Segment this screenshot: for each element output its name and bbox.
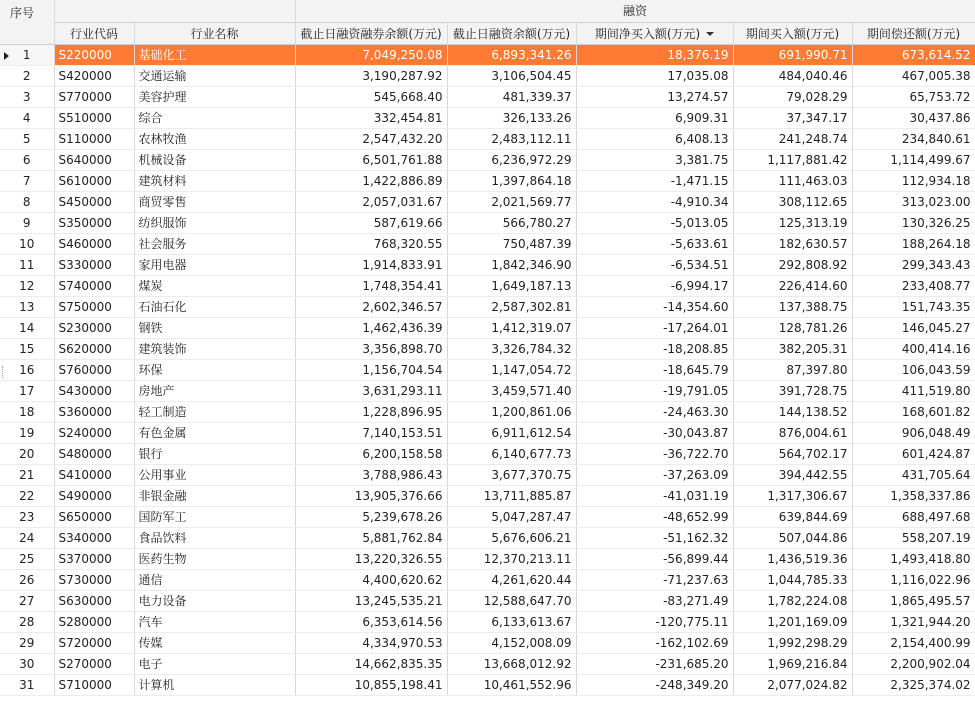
row-margin-balance: 545,668.40 [295, 86, 447, 107]
row-repay: 558,207.19 [852, 527, 975, 548]
row-net-buy: -162,102.69 [576, 632, 733, 653]
splitter-handle[interactable] [2, 366, 5, 378]
row-buy: 1,969,216.84 [733, 653, 852, 674]
row-seq-label: 1 [22, 47, 31, 62]
row-industry-code: S330000 [54, 254, 134, 275]
row-seq: 14 [0, 317, 54, 338]
table-row[interactable] [0, 296, 975, 317]
row-industry-code: S410000 [54, 464, 134, 485]
row-financing-balance: 3,326,784.32 [447, 338, 576, 359]
row-industry-code: S240000 [54, 422, 134, 443]
row-financing-balance: 4,261,620.44 [447, 569, 576, 590]
row-buy: 1,992,298.29 [733, 632, 852, 653]
row-industry-code: S720000 [54, 632, 134, 653]
row-repay: 400,414.16 [852, 338, 975, 359]
row-seq [0, 44, 54, 65]
table-row[interactable] [0, 128, 975, 149]
row-industry-code: S730000 [54, 569, 134, 590]
row-industry-code: S490000 [54, 485, 134, 506]
row-buy: 691,990.71 [733, 44, 852, 65]
row-financing-balance: 5,676,606.21 [447, 527, 576, 548]
row-financing-balance: 6,140,677.73 [447, 443, 576, 464]
row-margin-balance: 2,602,346.57 [295, 296, 447, 317]
row-industry-name: 非银金融 [134, 485, 295, 506]
row-margin-balance: 13,905,376.66 [295, 485, 447, 506]
table-row[interactable] [0, 653, 975, 674]
row-net-buy: 6,408.13 [576, 128, 733, 149]
row-industry-code: S460000 [54, 233, 134, 254]
row-repay: 234,840.61 [852, 128, 975, 149]
row-seq: 26 [0, 569, 54, 590]
row-industry-code: S480000 [54, 443, 134, 464]
row-financing-balance: 1,649,187.13 [447, 275, 576, 296]
row-buy: 125,313.19 [733, 212, 852, 233]
row-seq: 7 [0, 170, 54, 191]
row-industry-name: 综合 [134, 107, 295, 128]
table-row[interactable] [0, 170, 975, 191]
row-seq: 8 [0, 191, 54, 212]
header-blank [54, 0, 295, 22]
row-seq: 25 [0, 548, 54, 569]
row-buy: 1,317,306.67 [733, 485, 852, 506]
row-industry-code: S710000 [54, 674, 134, 695]
row-seq: 27 [0, 590, 54, 611]
row-net-buy: -5,013.05 [576, 212, 733, 233]
table-row[interactable] [0, 590, 975, 611]
row-seq: 3 [0, 86, 54, 107]
row-seq: 22 [0, 485, 54, 506]
current-row-arrow-icon [4, 52, 9, 60]
row-industry-code: S770000 [54, 86, 134, 107]
row-industry-name: 家用电器 [134, 254, 295, 275]
row-industry-code: S230000 [54, 317, 134, 338]
row-financing-balance: 3,106,504.45 [447, 65, 576, 86]
row-margin-balance: 4,400,620.62 [295, 569, 447, 590]
row-industry-name: 银行 [134, 443, 295, 464]
row-net-buy: 3,381.75 [576, 149, 733, 170]
row-industry-name: 电力设备 [134, 590, 295, 611]
row-margin-balance: 6,353,614.56 [295, 611, 447, 632]
row-margin-balance: 1,422,886.89 [295, 170, 447, 191]
table-row[interactable] [0, 275, 975, 296]
row-margin-balance: 5,881,762.84 [295, 527, 447, 548]
row-seq: 10 [0, 233, 54, 254]
row-industry-name: 基础化工 [134, 44, 295, 65]
row-net-buy: -1,471.15 [576, 170, 733, 191]
row-seq: 4 [0, 107, 54, 128]
row-industry-name: 纺织服饰 [134, 212, 295, 233]
header-name[interactable]: 行业名称 [134, 22, 295, 44]
row-industry-code: S630000 [54, 590, 134, 611]
row-industry-code: S360000 [54, 401, 134, 422]
row-industry-name: 农林牧渔 [134, 128, 295, 149]
table-row[interactable] [0, 632, 975, 653]
row-buy: 1,201,169.09 [733, 611, 852, 632]
row-seq: 16 [0, 359, 54, 380]
row-industry-name: 有色金属 [134, 422, 295, 443]
row-repay: 673,614.52 [852, 44, 975, 65]
row-industry-name: 交通运输 [134, 65, 295, 86]
row-net-buy: 13,274.57 [576, 86, 733, 107]
row-industry-code: S220000 [54, 44, 134, 65]
row-net-buy: -56,899.44 [576, 548, 733, 569]
row-net-buy: -51,162.32 [576, 527, 733, 548]
row-industry-code: S270000 [54, 653, 134, 674]
row-financing-balance: 13,711,885.87 [447, 485, 576, 506]
row-financing-balance: 1,147,054.72 [447, 359, 576, 380]
row-net-buy: -6,534.51 [576, 254, 733, 275]
row-net-buy: -30,043.87 [576, 422, 733, 443]
row-margin-balance: 1,228,896.95 [295, 401, 447, 422]
table-row[interactable] [0, 401, 975, 422]
header-net-buy-label: 期间净买入额(万元) [594, 26, 701, 41]
row-repay: 601,424.87 [852, 443, 975, 464]
row-industry-code: S610000 [54, 170, 134, 191]
row-repay: 1,116,022.96 [852, 569, 975, 590]
row-seq: 18 [0, 401, 54, 422]
header-net-buy[interactable] [576, 22, 733, 44]
row-financing-balance: 13,668,012.92 [447, 653, 576, 674]
table-row[interactable] [0, 359, 975, 380]
row-industry-name: 公用事业 [134, 464, 295, 485]
row-industry-name: 传媒 [134, 632, 295, 653]
row-buy: 394,442.55 [733, 464, 852, 485]
row-margin-balance: 14,662,835.35 [295, 653, 447, 674]
row-net-buy: -48,652.99 [576, 506, 733, 527]
row-financing-balance: 750,487.39 [447, 233, 576, 254]
row-industry-name: 汽车 [134, 611, 295, 632]
row-repay: 233,408.77 [852, 275, 975, 296]
row-net-buy: -41,031.19 [576, 485, 733, 506]
row-financing-balance: 566,780.27 [447, 212, 576, 233]
row-financing-balance: 6,133,613.67 [447, 611, 576, 632]
table-row[interactable] [0, 527, 975, 548]
row-buy: 128,781.26 [733, 317, 852, 338]
row-financing-balance: 2,587,302.81 [447, 296, 576, 317]
row-seq: 24 [0, 527, 54, 548]
table-row[interactable] [0, 506, 975, 527]
row-repay: 168,601.82 [852, 401, 975, 422]
row-margin-balance: 3,788,986.43 [295, 464, 447, 485]
row-seq: 12 [0, 275, 54, 296]
row-repay: 130,326.25 [852, 212, 975, 233]
table-row[interactable] [0, 422, 975, 443]
header-buy[interactable]: 期间买入额(万元) [733, 22, 852, 44]
row-net-buy: 17,035.08 [576, 65, 733, 86]
row-industry-name: 电子 [134, 653, 295, 674]
row-repay: 106,043.59 [852, 359, 975, 380]
row-industry-name: 轻工制造 [134, 401, 295, 422]
row-industry-code: S430000 [54, 380, 134, 401]
row-buy: 1,782,224.08 [733, 590, 852, 611]
row-financing-balance: 326,133.26 [447, 107, 576, 128]
row-repay: 188,264.18 [852, 233, 975, 254]
row-repay: 2,154,400.99 [852, 632, 975, 653]
header-financing-balance[interactable]: 截止日融资余额(万元) [447, 22, 576, 44]
row-repay: 313,023.00 [852, 191, 975, 212]
row-industry-name: 医药生物 [134, 548, 295, 569]
row-repay: 1,321,944.20 [852, 611, 975, 632]
row-margin-balance: 13,245,535.21 [295, 590, 447, 611]
row-buy: 241,248.74 [733, 128, 852, 149]
row-net-buy: -19,791.05 [576, 380, 733, 401]
row-buy: 1,117,881.42 [733, 149, 852, 170]
grid-body [0, 44, 975, 695]
row-financing-balance: 5,047,287.47 [447, 506, 576, 527]
row-industry-name: 环保 [134, 359, 295, 380]
row-seq: 11 [0, 254, 54, 275]
table-row[interactable] [0, 86, 975, 107]
row-financing-balance: 6,236,972.29 [447, 149, 576, 170]
row-financing-balance: 2,021,569.77 [447, 191, 576, 212]
table-row[interactable] [0, 317, 975, 338]
row-seq: 30 [0, 653, 54, 674]
row-financing-balance: 3,459,571.40 [447, 380, 576, 401]
row-repay: 411,519.80 [852, 380, 975, 401]
row-industry-code: S650000 [54, 506, 134, 527]
row-buy: 876,004.61 [733, 422, 852, 443]
row-financing-balance: 1,842,346.90 [447, 254, 576, 275]
row-net-buy: -17,264.01 [576, 317, 733, 338]
row-margin-balance: 3,190,287.92 [295, 65, 447, 86]
row-buy: 308,112.65 [733, 191, 852, 212]
row-repay: 299,343.43 [852, 254, 975, 275]
row-industry-code: S370000 [54, 548, 134, 569]
row-buy: 564,702.17 [733, 443, 852, 464]
row-industry-code: S740000 [54, 275, 134, 296]
row-industry-name: 国防军工 [134, 506, 295, 527]
table-row[interactable] [0, 674, 975, 695]
table-row[interactable] [0, 65, 975, 86]
header-group-financing: 融资 [295, 0, 975, 22]
row-net-buy: 18,376.19 [576, 44, 733, 65]
table-row[interactable] [0, 191, 975, 212]
row-margin-balance: 5,239,678.26 [295, 506, 447, 527]
row-industry-name: 商贸零售 [134, 191, 295, 212]
row-financing-balance: 3,677,370.75 [447, 464, 576, 485]
row-margin-balance: 3,631,293.11 [295, 380, 447, 401]
row-industry-code: S760000 [54, 359, 134, 380]
row-seq: 31 [0, 674, 54, 695]
row-margin-balance: 6,501,761.88 [295, 149, 447, 170]
row-seq: 28 [0, 611, 54, 632]
row-margin-balance: 4,334,970.53 [295, 632, 447, 653]
row-buy: 1,436,519.36 [733, 548, 852, 569]
row-buy: 137,388.75 [733, 296, 852, 317]
row-seq: 6 [0, 149, 54, 170]
row-net-buy: -120,775.11 [576, 611, 733, 632]
row-financing-balance: 10,461,552.96 [447, 674, 576, 695]
row-seq: 21 [0, 464, 54, 485]
row-net-buy: -24,463.30 [576, 401, 733, 422]
table-row[interactable] [0, 464, 975, 485]
row-financing-balance: 1,397,864.18 [447, 170, 576, 191]
row-margin-balance: 2,057,031.67 [295, 191, 447, 212]
row-industry-code: S640000 [54, 149, 134, 170]
row-net-buy: -36,722.70 [576, 443, 733, 464]
row-margin-balance: 1,462,436.39 [295, 317, 447, 338]
row-financing-balance: 12,588,647.70 [447, 590, 576, 611]
row-buy: 79,028.29 [733, 86, 852, 107]
table-row[interactable] [0, 233, 975, 254]
row-margin-balance: 768,320.55 [295, 233, 447, 254]
row-repay: 431,705.64 [852, 464, 975, 485]
row-net-buy: -37,263.09 [576, 464, 733, 485]
row-repay: 1,493,418.80 [852, 548, 975, 569]
row-seq: 5 [0, 128, 54, 149]
row-seq: 20 [0, 443, 54, 464]
table-row[interactable] [0, 338, 975, 359]
row-repay: 688,497.68 [852, 506, 975, 527]
row-margin-balance: 6,200,158.58 [295, 443, 447, 464]
row-repay: 467,005.38 [852, 65, 975, 86]
table-row[interactable] [0, 611, 975, 632]
header-repay[interactable]: 期间偿还额(万元) [852, 22, 975, 44]
row-buy: 87,397.80 [733, 359, 852, 380]
row-margin-balance: 2,547,432.20 [295, 128, 447, 149]
row-financing-balance: 1,412,319.07 [447, 317, 576, 338]
row-seq: 9 [0, 212, 54, 233]
row-net-buy: -231,685.20 [576, 653, 733, 674]
row-industry-code: S510000 [54, 107, 134, 128]
row-margin-balance: 7,140,153.51 [295, 422, 447, 443]
row-industry-code: S420000 [54, 65, 134, 86]
row-net-buy: -18,208.85 [576, 338, 733, 359]
row-buy: 111,463.03 [733, 170, 852, 191]
table-row[interactable] [0, 443, 975, 464]
row-industry-name: 计算机 [134, 674, 295, 695]
row-margin-balance: 1,156,704.54 [295, 359, 447, 380]
row-repay: 2,200,902.04 [852, 653, 975, 674]
row-industry-name: 机械设备 [134, 149, 295, 170]
row-financing-balance: 12,370,213.11 [447, 548, 576, 569]
row-industry-name: 石油石化 [134, 296, 295, 317]
row-repay: 65,753.72 [852, 86, 975, 107]
row-seq: 29 [0, 632, 54, 653]
row-buy: 37,347.17 [733, 107, 852, 128]
table-row[interactable] [0, 149, 975, 170]
row-repay: 151,743.35 [852, 296, 975, 317]
row-margin-balance: 3,356,898.70 [295, 338, 447, 359]
row-margin-balance: 7,049,250.08 [295, 44, 447, 65]
row-buy: 382,205.31 [733, 338, 852, 359]
table-row[interactable] [0, 107, 975, 128]
row-margin-balance: 10,855,198.41 [295, 674, 447, 695]
row-buy: 182,630.57 [733, 233, 852, 254]
row-margin-balance: 1,748,354.41 [295, 275, 447, 296]
row-net-buy: -6,994.17 [576, 275, 733, 296]
row-industry-name: 建筑材料 [134, 170, 295, 191]
row-buy: 292,808.92 [733, 254, 852, 275]
row-financing-balance: 481,339.37 [447, 86, 576, 107]
row-buy: 484,040.46 [733, 65, 852, 86]
row-industry-name: 通信 [134, 569, 295, 590]
table-row[interactable] [0, 254, 975, 275]
row-seq: 2 [0, 65, 54, 86]
row-repay: 146,045.27 [852, 317, 975, 338]
row-margin-balance: 332,454.81 [295, 107, 447, 128]
row-margin-balance: 1,914,833.91 [295, 254, 447, 275]
row-industry-code: S110000 [54, 128, 134, 149]
row-net-buy: -71,237.63 [576, 569, 733, 590]
row-repay: 2,325,374.02 [852, 674, 975, 695]
row-buy: 1,044,785.33 [733, 569, 852, 590]
row-net-buy: -248,349.20 [576, 674, 733, 695]
table-row[interactable] [0, 548, 975, 569]
row-industry-name: 钢铁 [134, 317, 295, 338]
row-industry-code: S350000 [54, 212, 134, 233]
row-repay: 1,865,495.57 [852, 590, 975, 611]
row-net-buy: 6,909.31 [576, 107, 733, 128]
row-repay: 906,048.49 [852, 422, 975, 443]
header-margin-balance[interactable]: 截止日融资融券余额(万元) [295, 22, 447, 44]
row-net-buy: -83,271.49 [576, 590, 733, 611]
row-financing-balance: 2,483,112.11 [447, 128, 576, 149]
row-industry-code: S280000 [54, 611, 134, 632]
row-repay: 30,437.86 [852, 107, 975, 128]
row-industry-name: 房地产 [134, 380, 295, 401]
row-buy: 639,844.69 [733, 506, 852, 527]
table-row[interactable] [0, 212, 975, 233]
row-financing-balance: 6,893,341.26 [447, 44, 576, 65]
row-seq: 13 [0, 296, 54, 317]
table-row[interactable] [0, 569, 975, 590]
row-buy: 226,414.60 [733, 275, 852, 296]
row-repay: 1,114,499.67 [852, 149, 975, 170]
row-margin-balance: 587,619.66 [295, 212, 447, 233]
sort-descending-icon [706, 32, 714, 36]
row-industry-code: S620000 [54, 338, 134, 359]
row-industry-name: 建筑装饰 [134, 338, 295, 359]
row-industry-name: 美容护理 [134, 86, 295, 107]
row-net-buy: -5,633.61 [576, 233, 733, 254]
table-row[interactable] [0, 44, 975, 65]
row-industry-name: 煤炭 [134, 275, 295, 296]
row-industry-name: 食品饮料 [134, 527, 295, 548]
row-industry-code: S750000 [54, 296, 134, 317]
row-margin-balance: 13,220,326.55 [295, 548, 447, 569]
row-buy: 391,728.75 [733, 380, 852, 401]
grid-header [0, 0, 975, 44]
row-industry-name: 社会服务 [134, 233, 295, 254]
header-code[interactable]: 行业代码 [54, 22, 134, 44]
row-industry-code: S450000 [54, 191, 134, 212]
row-seq: 19 [0, 422, 54, 443]
row-seq: 17 [0, 380, 54, 401]
row-buy: 144,138.52 [733, 401, 852, 422]
header-seq[interactable]: 序号 [0, 0, 54, 44]
table-row[interactable] [0, 485, 975, 506]
table-row[interactable] [0, 380, 975, 401]
row-buy: 2,077,024.82 [733, 674, 852, 695]
row-net-buy: -14,354.60 [576, 296, 733, 317]
row-financing-balance: 6,911,612.54 [447, 422, 576, 443]
row-financing-balance: 4,152,008.09 [447, 632, 576, 653]
row-repay: 1,358,337.86 [852, 485, 975, 506]
row-financing-balance: 1,200,861.06 [447, 401, 576, 422]
row-industry-code: S340000 [54, 527, 134, 548]
row-seq: 15 [0, 338, 54, 359]
row-net-buy: -4,910.34 [576, 191, 733, 212]
row-repay: 112,934.18 [852, 170, 975, 191]
row-buy: 507,044.86 [733, 527, 852, 548]
row-net-buy: -18,645.79 [576, 359, 733, 380]
row-seq: 23 [0, 506, 54, 527]
